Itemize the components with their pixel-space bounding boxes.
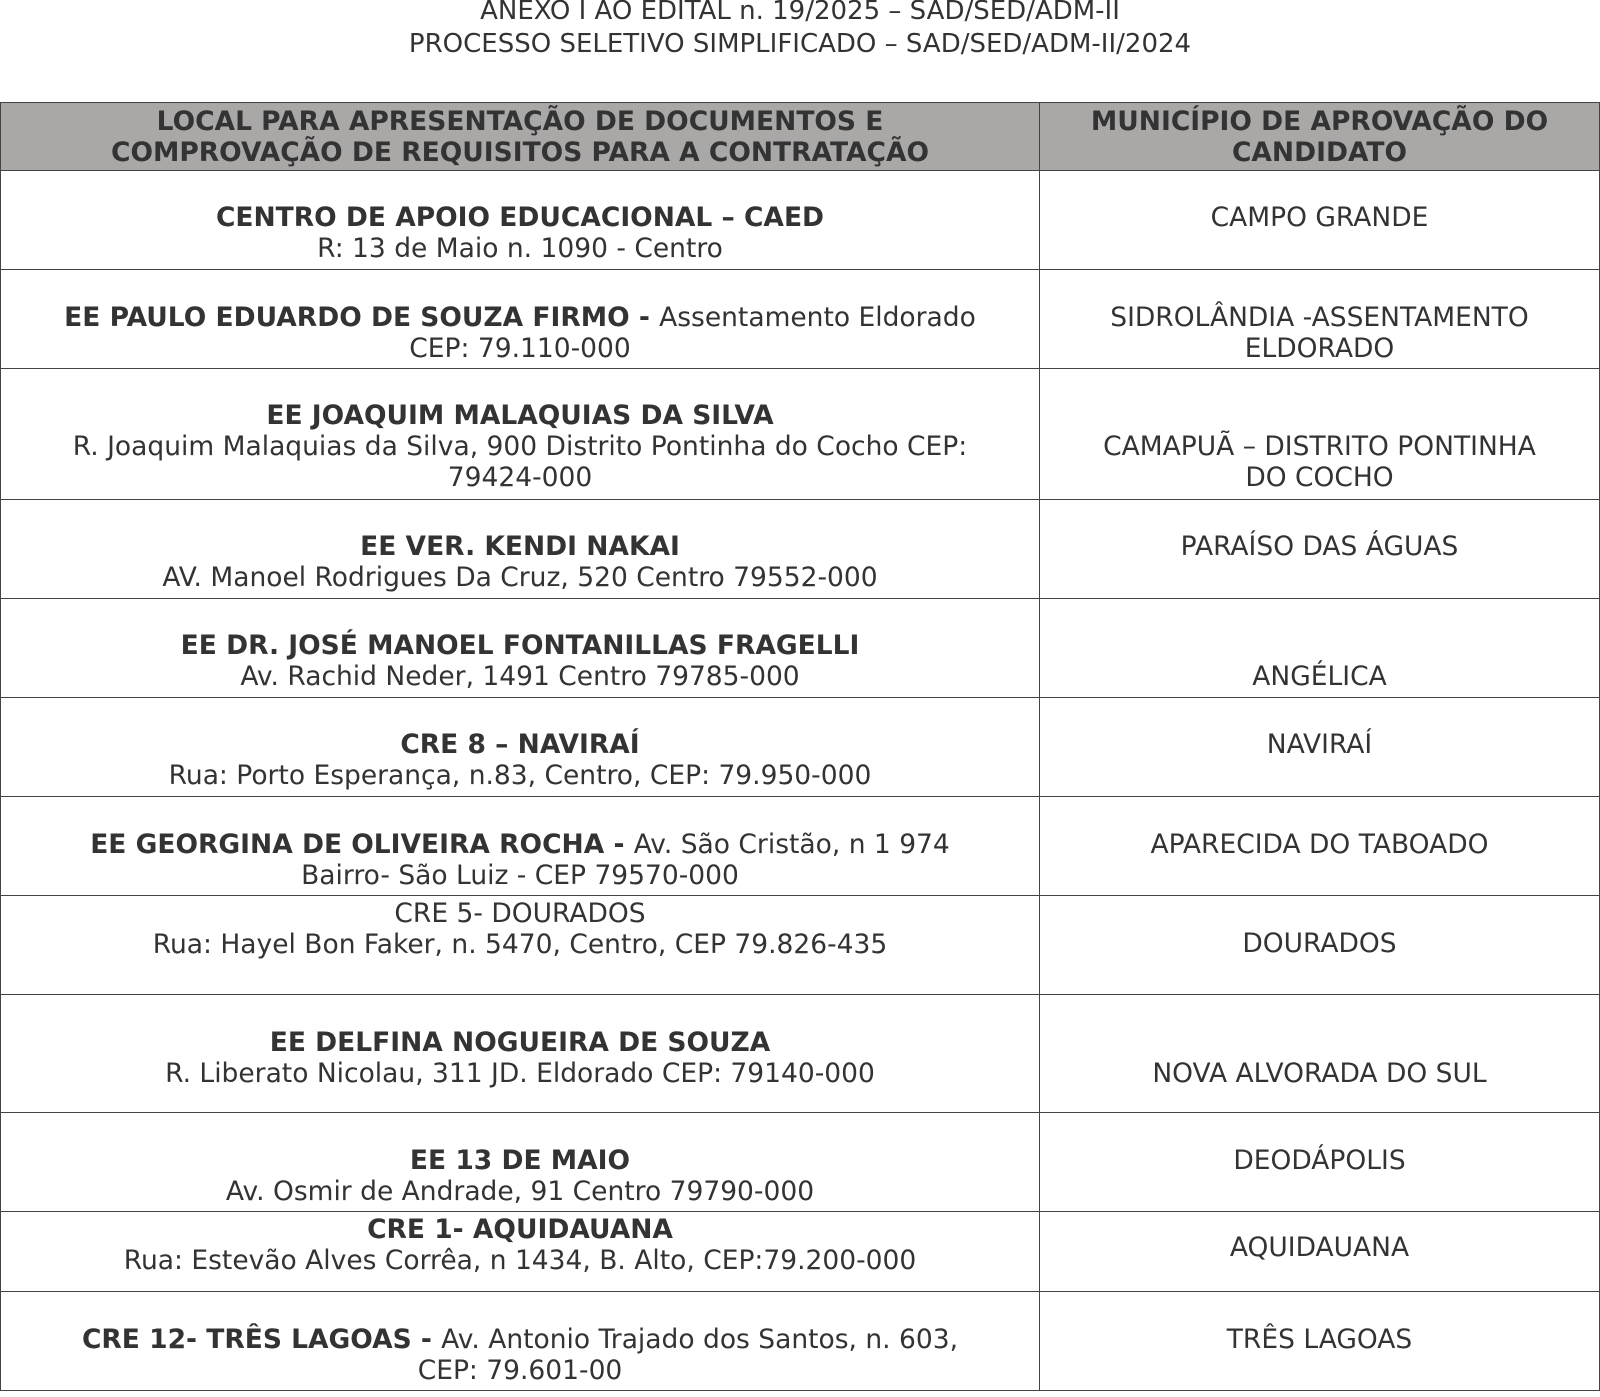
municipio-name: APARECIDA DO TABOADO [1150, 829, 1489, 860]
table-row [1, 797, 1600, 896]
local-cell [1, 171, 1040, 270]
location-address: Av. Osmir de Andrade, 91 Centro 79790-000 [225, 1176, 815, 1207]
location-name: CRE 12- TRÊS LAGOAS - [81, 1324, 442, 1355]
table-row [1, 599, 1600, 698]
local-cell [1, 698, 1040, 797]
location-address-line-2: 79424-000 [447, 462, 593, 493]
local-cell [1, 500, 1040, 599]
table-row [1, 896, 1600, 995]
column-header-local-line-2: COMPROVAÇÃO DE REQUISITOS PARA A CONTRATAÇÃO [111, 137, 929, 168]
municipio-cell [1040, 270, 1600, 369]
column-header-municipio-line-2: CANDIDATO [1231, 137, 1408, 168]
municipio-cell [1040, 171, 1600, 270]
municipio-name: ANGÉLICA [1252, 661, 1387, 692]
local-cell [1, 1292, 1040, 1391]
local-cell [1, 1113, 1040, 1212]
location-address: R. Liberato Nicolau, 311 JD. Eldorado CEP: 79140-000 [165, 1058, 875, 1089]
table-row [1, 171, 1600, 270]
municipio-cell [1040, 1212, 1600, 1292]
table-row [1, 270, 1600, 369]
local-cell [1, 1212, 1040, 1292]
local-cell [1, 797, 1040, 896]
location-address: R: 13 de Maio n. 1090 - Centro [317, 233, 723, 264]
location-address-line-1: R. Joaquim Malaquias da Silva, 900 Distrito Pontinha do Cocho CEP: [72, 431, 968, 462]
location-name: CRE 8 – NAVIRAÍ [400, 729, 640, 760]
header-line-2: PROCESSO SELETIVO SIMPLIFICADO – SAD/SED/ADM-II/2024 [408, 29, 1192, 59]
municipio-name-line-1: SIDROLÂNDIA -ASSENTAMENTO [1110, 302, 1529, 333]
location-name: EE VER. KENDI NAKAI [360, 531, 680, 562]
location-address: Rua: Porto Esperança, n.83, Centro, CEP: 79.950-000 [168, 760, 872, 791]
document-header [0, 0, 1600, 61]
column-header-municipio [1040, 103, 1600, 171]
location-address: Rua: Hayel Bon Faker, n. 5470, Centro, CEP 79.826-435 [152, 929, 888, 960]
column-header-local-line-1: LOCAL PARA APRESENTAÇÃO DE DOCUMENTOS E [156, 106, 884, 137]
table-header-row [1, 103, 1600, 171]
table-row [1, 698, 1600, 797]
municipio-cell [1040, 698, 1600, 797]
table-row [1, 500, 1600, 599]
location-address: AV. Manoel Rodrigues Da Cruz, 520 Centro 79552-000 [162, 562, 878, 593]
local-cell [1, 995, 1040, 1113]
municipio-name-line-1: CAMAPUÃ – DISTRITO PONTINHA [1103, 431, 1536, 462]
location-name: EE DR. JOSÉ MANOEL FONTANILLAS FRAGELLI [180, 630, 860, 661]
table-row [1, 1212, 1600, 1292]
location-name: EE 13 DE MAIO [409, 1145, 631, 1176]
location-address-inline: Av. São Cristão, n 1 974 [633, 829, 950, 860]
municipio-name: DEODÁPOLIS [1233, 1145, 1406, 1176]
table-row [1, 995, 1600, 1113]
location-address: Av. Rachid Neder, 1491 Centro 79785-000 [240, 661, 800, 692]
location-name: CRE 1- AQUIDAUANA [367, 1214, 673, 1245]
local-cell [1, 599, 1040, 698]
municipio-name: AQUIDAUANA [1229, 1232, 1410, 1263]
location-address: CEP: 79.110-000 [409, 333, 631, 364]
location-name: CENTRO DE APOIO EDUCACIONAL – CAED [215, 202, 825, 233]
local-cell [1, 896, 1040, 995]
location-name: EE JOAQUIM MALAQUIAS DA SILVA [266, 400, 774, 431]
municipio-cell [1040, 1113, 1600, 1212]
column-header-local [1, 103, 1040, 171]
municipio-cell [1040, 1292, 1600, 1391]
municipio-cell [1040, 369, 1600, 500]
municipio-cell [1040, 797, 1600, 896]
table-row [1, 369, 1600, 500]
municipio-name: NOVA ALVORADA DO SUL [1152, 1058, 1487, 1089]
location-address: Rua: Estevão Alves Corrêa, n 1434, B. Alto, CEP:79.200-000 [123, 1245, 917, 1276]
municipio-name: CAMPO GRANDE [1210, 202, 1429, 233]
column-header-municipio-line-1: MUNICÍPIO DE APROVAÇÃO DO [1090, 106, 1549, 137]
local-cell [1, 369, 1040, 500]
municipio-cell [1040, 599, 1600, 698]
header-line-1: ANEXO I AO EDITAL n. 19/2025 – SAD/SED/ADM-II [480, 0, 1120, 26]
location-address-inline: Av. Antonio Trajado dos Santos, n. 603, [441, 1324, 959, 1355]
location-address: CEP: 79.601-00 [417, 1355, 623, 1386]
table-row [1, 1292, 1600, 1391]
location-name: EE DELFINA NOGUEIRA DE SOUZA [269, 1027, 771, 1058]
locations-table [0, 102, 1600, 1391]
municipio-cell [1040, 896, 1600, 995]
location-name: EE PAULO EDUARDO DE SOUZA FIRMO - [64, 302, 660, 333]
table-row [1, 1113, 1600, 1212]
municipio-cell [1040, 500, 1600, 599]
municipio-name-line-2: DO COCHO [1245, 462, 1394, 493]
location-address-inline: Assentamento Eldorado [659, 302, 976, 333]
location-name: EE GEORGINA DE OLIVEIRA ROCHA - [90, 829, 634, 860]
municipio-name: DOURADOS [1242, 928, 1397, 959]
municipio-name: NAVIRAÍ [1266, 729, 1373, 760]
municipio-cell [1040, 995, 1600, 1113]
municipio-name: TRÊS LAGOAS [1226, 1324, 1413, 1355]
local-cell [1, 270, 1040, 369]
municipio-name-line-2: ELDORADO [1244, 333, 1395, 364]
location-address: Bairro- São Luiz - CEP 79570-000 [301, 860, 739, 891]
municipio-name: PARAÍSO DAS ÁGUAS [1180, 531, 1459, 562]
location-name: CRE 5- DOURADOS [394, 898, 646, 929]
